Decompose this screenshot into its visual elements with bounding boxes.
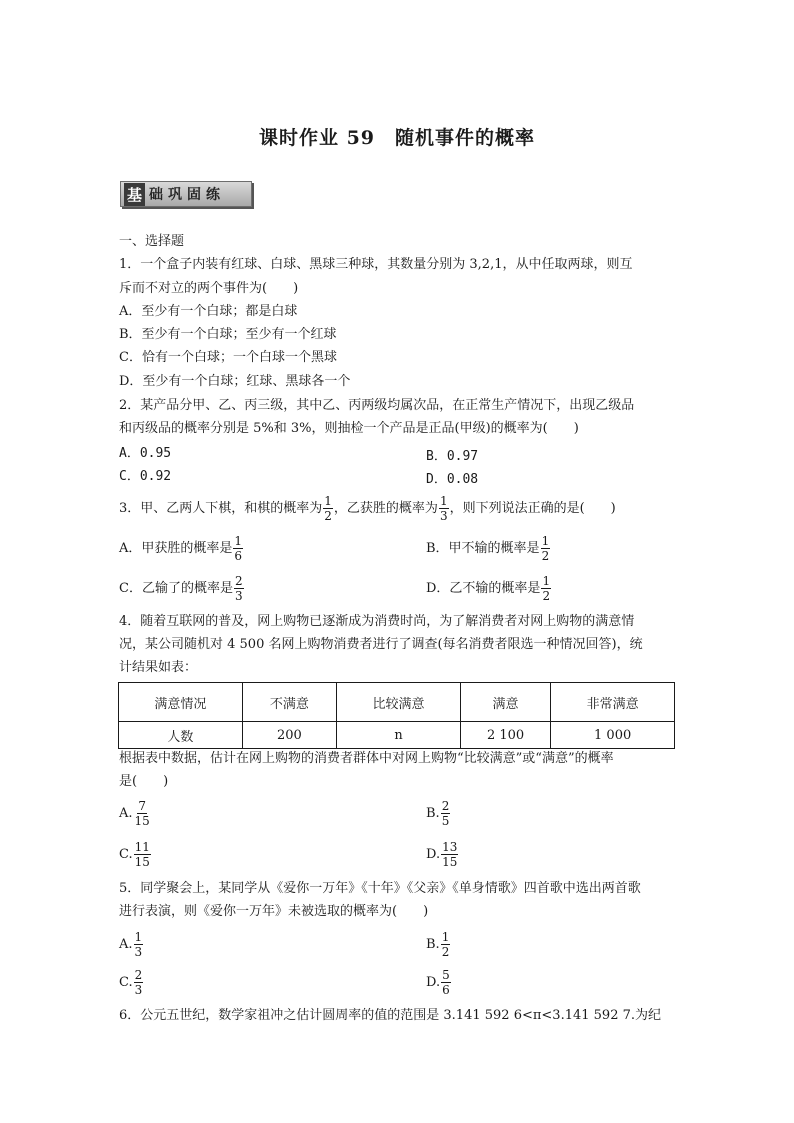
option-label: B. [426, 937, 440, 952]
option-text: C．乙输了的概率是 [119, 581, 233, 596]
fraction-numerator: 13 [442, 840, 458, 854]
q3-stem-part1: 3．甲、乙两人下棋，和棋的概率为 [119, 501, 323, 516]
q2-option-c: C．0.92 [119, 469, 172, 484]
fraction-numerator: 5 [442, 968, 450, 982]
q4-option-d [426, 838, 459, 872]
q1-stem-line1: 1．一个盒子内装有红球、白球、黑球三种球，其数量分别为 3,2,1，从中任取两球，则互 [119, 257, 633, 272]
q4-stem-line2: 况，某公司随机对 4 500 名网上购物消费者进行了调查(每名消费者限选一种情况回答)，统 [119, 637, 643, 652]
fraction-denominator: 15 [442, 855, 458, 869]
option-fraction [234, 574, 244, 603]
fraction-denominator: 2 [441, 945, 450, 959]
q1-option-b: B．至少有一个白球；至少有一个红球 [119, 327, 337, 342]
table-cell: n [337, 722, 461, 749]
q4-stem-line1: 4．随着互联网的普及，网上购物已逐渐成为消费时尚，为了解消费者对网上购物的满意情 [119, 614, 635, 629]
fraction-denominator: 3 [134, 945, 143, 959]
q2-stem-line1: 2．某产品分甲、乙、丙三级，其中乙、丙两级均属次品，在正常生产情况下，出现乙级品 [119, 398, 635, 413]
option-label: D. [426, 975, 441, 990]
q3-stem-part3: ，则下列说法正确的是( ) [449, 501, 616, 516]
fraction-denominator: 2 [541, 549, 550, 563]
q2-stem-line2: 和丙级品的概率分别是 5%和 3%，则抽检一个产品是正品(甲级)的概率为( ) [119, 421, 579, 436]
q5-option-a [119, 928, 144, 962]
fraction-numerator: 1 [234, 534, 243, 548]
q1-option-a: A．至少有一个白球；都是白球 [119, 304, 298, 319]
q4-option-c [119, 838, 152, 872]
q5-option-b [426, 928, 451, 962]
option-fraction [233, 534, 243, 563]
fraction-denominator: 2 [324, 509, 332, 523]
q2-option-b: B．0.97 [426, 449, 479, 464]
table-header-cell: 满意情况 [119, 683, 243, 722]
table-header-row [119, 683, 675, 722]
q1-option-d: D．至少有一个白球；红球、黑球各一个 [119, 374, 351, 389]
option-label: A. [119, 806, 133, 821]
fraction-numerator: 2 [441, 799, 450, 813]
q6-stem-line1: 6．公元五世纪，数学家祖冲之估计圆周率的值的范围是 3.141 592 6<π<3.141 592 7.为纪 [119, 1008, 661, 1023]
q4-after-line1: 根据表中数据，估计在网上购物的消费者群体中对网上购物“比较满意”或“满意”的概率 [119, 751, 614, 766]
table-header-cell: 不满意 [242, 683, 336, 722]
option-label: D. [426, 847, 441, 862]
section-badge [120, 181, 252, 207]
fraction-denominator: 3 [234, 589, 243, 603]
option-label: C. [119, 975, 133, 990]
table-header-cell: 非常满意 [551, 683, 675, 722]
option-fraction [134, 840, 151, 869]
table-row [119, 722, 675, 749]
fraction-denominator: 15 [134, 814, 150, 828]
option-text: A．甲获胜的概率是 [119, 541, 233, 556]
q3-option-d [426, 574, 552, 604]
survey-table [118, 682, 675, 749]
q5-stem-line1: 5．同学聚会上，某同学从《爱你一万年》《十年》《父亲》《单身情歌》四首歌中选出两首歌 [119, 881, 641, 896]
option-fraction [441, 968, 451, 997]
option-label: B. [426, 806, 440, 821]
q5-option-c [119, 966, 144, 1000]
option-fraction [134, 930, 144, 959]
table-cell: 200 [242, 722, 336, 749]
q3-stem [119, 494, 616, 524]
q4-stem-line3: 计结果如表： [119, 660, 198, 675]
fraction-denominator: 2 [542, 589, 551, 603]
table-cell: 2 100 [460, 722, 550, 749]
fraction-denominator: 6 [234, 549, 243, 563]
q1-option-c: C．恰有一个白球；一个白球一个黑球 [119, 350, 337, 365]
fraction-numerator: 2 [134, 968, 143, 982]
option-fraction [441, 930, 451, 959]
q3-fraction-draw [323, 494, 333, 523]
option-fraction [134, 968, 144, 997]
table-cell: 1 000 [551, 722, 675, 749]
fraction-numerator: 1 [541, 534, 550, 548]
table-header-cell: 比较满意 [337, 683, 461, 722]
option-fraction [441, 799, 451, 828]
fraction-numerator: 1 [134, 930, 143, 944]
fraction-denominator: 6 [442, 983, 450, 997]
q5-stem-line2: 进行表演，则《爱你一万年》未被选取的概率为( ) [119, 904, 429, 919]
q4-after-line2: 是( ) [119, 774, 169, 789]
q4-option-b [426, 797, 451, 831]
fraction-numerator: 1 [439, 494, 448, 508]
q3-option-b [426, 534, 551, 564]
table-cell: 人数 [119, 722, 243, 749]
q1-stem-line2: 斥而不对立的两个事件为( ) [119, 281, 299, 296]
q3-option-a [119, 534, 244, 564]
q2-option-d: D．0.08 [426, 472, 479, 487]
fraction-numerator: 1 [542, 574, 551, 588]
fraction-numerator: 1 [441, 930, 450, 944]
table-header-cell: 满意 [460, 683, 550, 722]
fraction-numerator: 7 [138, 799, 146, 813]
fraction-denominator: 3 [134, 983, 143, 997]
section-heading: 一、选择题 [119, 234, 185, 249]
option-text: D．乙不输的概率是 [426, 581, 541, 596]
fraction-denominator: 3 [439, 509, 448, 523]
option-fraction [541, 534, 551, 563]
badge-first-char: 基 [124, 183, 145, 206]
q3-fraction-win [439, 494, 449, 523]
option-fraction [541, 574, 551, 603]
option-label: C. [119, 847, 133, 862]
option-fraction [134, 799, 151, 828]
q4-option-a [119, 797, 152, 831]
q5-option-d [426, 966, 452, 1000]
option-label: A. [119, 937, 133, 952]
option-fraction [441, 840, 458, 869]
fraction-numerator: 2 [234, 574, 243, 588]
badge-rest-text: 础巩固练 [149, 187, 226, 203]
fraction-denominator: 5 [441, 814, 450, 828]
q3-option-c [119, 574, 245, 604]
page-title: 课时作业 59 随机事件的概率 [258, 127, 536, 149]
option-text: B．甲不输的概率是 [426, 541, 540, 556]
q2-option-a: A．0.95 [119, 446, 172, 461]
fraction-numerator: 1 [324, 494, 332, 508]
q3-stem-part2: ，乙获胜的概率为 [333, 501, 438, 516]
fraction-numerator: 11 [134, 840, 150, 854]
fraction-denominator: 15 [134, 855, 150, 869]
